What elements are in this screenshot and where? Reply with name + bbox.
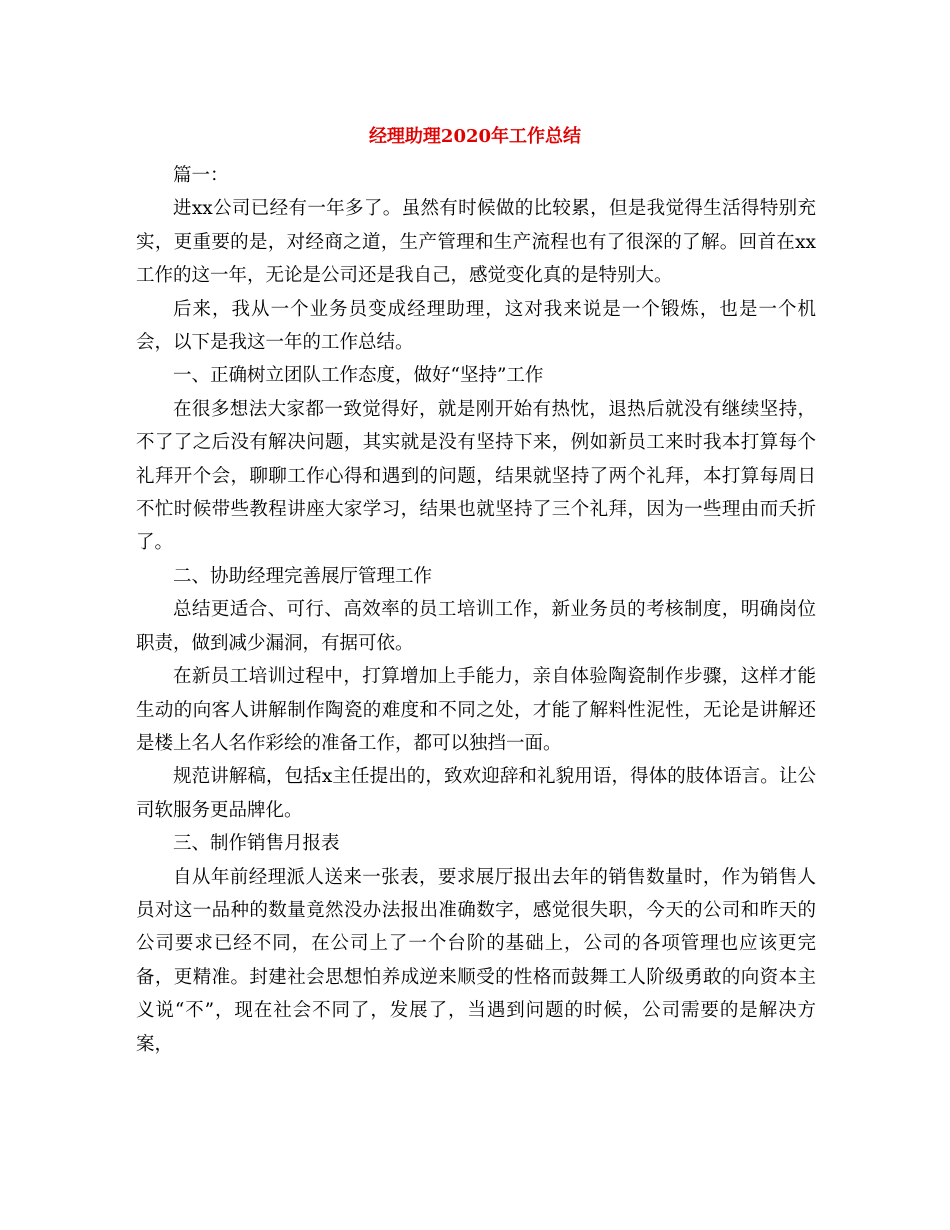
section-heading: 一、正确树立团队工作态度，做好“坚持”工作 <box>173 365 544 387</box>
section-heading: 三、制作销售月报表 <box>173 833 340 855</box>
paragraph: 总结更适合、可行、高效率的员工培训工作，新业务员的考核制度，明确岗位职责，做到减少漏洞，有据可依。 <box>136 599 816 654</box>
document-title: 经理助理2020年工作总结 <box>368 126 582 147</box>
paragraph: 在很多想法大家都一致觉得好，就是刚开始有热忱，退热后就没有继续坚持，不了了之后没有解决问题，其实就是没有坚持下来，例如新员工来时我本打算每个礼拜开个会，聊聊工作心得和遇到的问题，结果就坚持了两个礼拜，本打算每周日不忙时候带些教程讲座大家学习，结果也就坚持了三个礼拜，因为一些理由而夭折了。 <box>136 398 816 554</box>
paragraph: 进xx公司已经有一年多了。虽然有时候做的比较累，但是我觉得生活得特别充实，更重要的是，对经商之道，生产管理和生产流程也有了很深的了解。回首在xx工作的这一年，无论是公司还是我自己，感觉变化真的是特别大。 <box>136 198 816 287</box>
paragraph: 自从年前经理派人送来一张表，要求展厅报出去年的销售数量时，作为销售人员对这一品种的数量竟然没办法报出准确数字，感觉很失职，今天的公司和昨天的公司要求已经不同，在公司上了一个台阶的基础上，公司的各项管理也应该更完备，更精准。封建社会思想怕养成逆来顺受的性格而鼓舞工人阶级勇敢的向资本主义说“不”，现在社会不同了，发展了，当遇到问题的时候，公司需要的是解决方案， <box>136 866 816 1055</box>
paragraph: 在新员工培训过程中，打算增加上手能力，亲自体验陶瓷制作步骤，这样才能生动的向客人讲解制作陶瓷的难度和不同之处，才能了解料性泥性，无论是讲解还是楼上名人名作彩绘的准备工作，都可以独挡一面。 <box>136 666 816 754</box>
paragraph: 后来，我从一个业务员变成经理助理，这对我来说是一个锻炼，也是一个机会，以下是我这一年的工作总结。 <box>136 298 816 354</box>
paragraph: 规范讲解稿，包括x主任提出的，致欢迎辞和礼貌用语，得体的肢体语言。让公司软服务更品牌化。 <box>136 766 816 821</box>
section-heading: 二、协助经理完善展厅管理工作 <box>173 565 433 587</box>
document-body <box>136 159 816 1061</box>
paragraph: 篇一： <box>173 165 229 186</box>
